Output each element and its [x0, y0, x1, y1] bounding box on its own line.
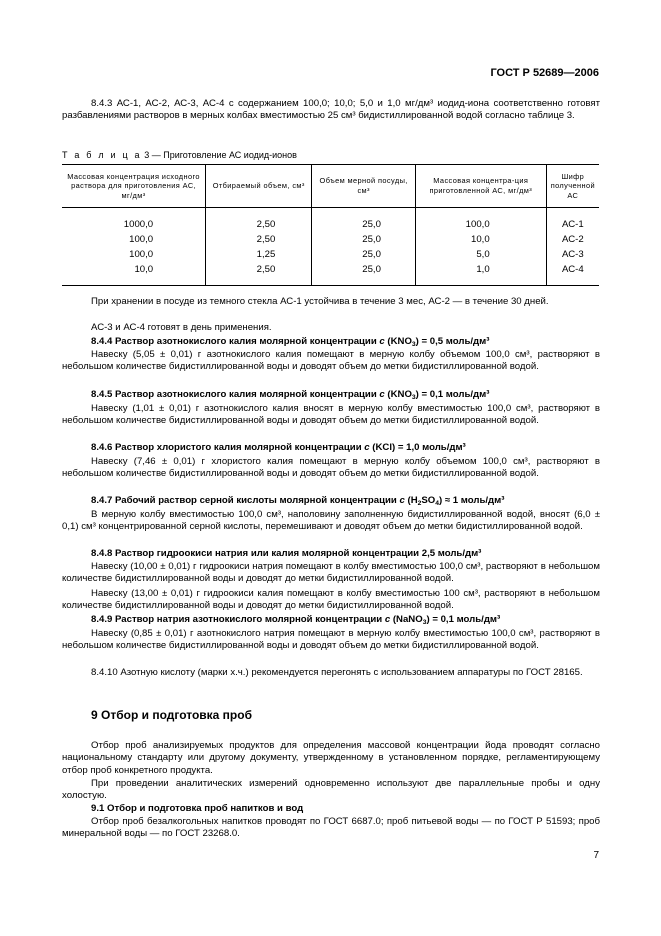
heading-text: SO: [421, 495, 436, 506]
heading-text: 8.4.9 Раствор натрия азотнокислого молярной концентрации: [91, 614, 385, 625]
heading-subscript: 3: [411, 341, 416, 348]
table-cell: 100,0: [62, 232, 206, 247]
heading-subscript: 3: [422, 619, 427, 626]
standard-code: ГОСТ Р 52689—2006: [490, 67, 599, 79]
heading-symbol: c: [399, 495, 405, 506]
heading-subscript: 2: [417, 500, 422, 507]
paragraph-8-4-8-sodium: Навеску (10,00 ± 0,01) г гидроокиси натрия помещают в колбу вместимостью 100,0 см³, растворяют в небольшом количестве бидистиллированной воды и доводят до метки бидистиллированной водой.: [62, 561, 600, 585]
preparation-table: [62, 164, 599, 286]
table-cell: 25,0: [312, 262, 416, 286]
table-cell: 1,25: [206, 247, 312, 262]
heading-8-4-7: [62, 495, 600, 507]
paragraph-8-4-5: Навеску (1,01 ± 0,01) г азотнокислого калия вносят в мерную колбу вместимостью 100,0 см³, растворяют в небольшом количестве бидистиллированной воды и доводят объем до метки бидистиллированной водой.: [62, 403, 600, 427]
heading-9-1: 9.1 Отбор и подготовка проб напитков и вод: [91, 803, 304, 814]
table-cell: АС-4: [546, 262, 599, 286]
heading-text: 8.4.4 Раствор азотнокислого калия молярной концентрации: [91, 336, 380, 347]
heading-subscript: 4: [435, 500, 439, 507]
table-cell: 100,0: [62, 247, 206, 262]
heading-text: ) = 0,1 моль/дм³: [426, 614, 501, 625]
heading-text: 8.4.7 Рабочий раствор серной кислоты молярной концентрации: [91, 495, 400, 506]
page-number: 7: [593, 850, 599, 861]
table-cell: 25,0: [312, 208, 416, 233]
paragraph-8-4-10: 8.4.10 Азотную кислоту (марки х.ч.) рекомендуется перегонять с использованием аппаратуры по ГОСТ 28165.: [91, 667, 583, 678]
paragraph-8-4-8-potassium: Навеску (13,00 ± 0,01) г гидроокиси калия помещают в колбу вместимостью 100 см³, растворяют в небольшом количестве бидистиллированной воды и доводят до метки бидистиллированной водой.: [62, 588, 600, 612]
table-row: [62, 247, 599, 262]
heading-text: (NaNO: [390, 614, 423, 625]
table-caption: [62, 150, 297, 160]
table-header-cell: Шифр полученной АС: [546, 165, 599, 208]
table-row: [62, 262, 599, 286]
heading-text: 8.4.6 Раствор хлористого калия молярной концентрации: [91, 442, 365, 453]
heading-text: 8.4.5 Раствор азотнокислого калия молярной концентрации: [91, 389, 380, 400]
paragraph-8-4-6: Навеску (7,46 ± 0,01) г хлористого калия помещают в мерную колбу объемом 100,0 см³, растворяют в небольшом количестве бидистиллированной воды и доводят объем до метки бидистиллированной водой.: [62, 456, 600, 480]
table-header-cell: Массовая концентра-ция приготовленной АС, мг/дм³: [415, 165, 546, 208]
heading-symbol: c: [379, 389, 385, 400]
heading-text: (KNO: [384, 389, 412, 400]
heading-text: ) = 0,1 моль/дм³: [415, 389, 490, 400]
table-caption-prefix: Т а б л и ц а: [62, 150, 142, 160]
table-cell: 100,0: [415, 208, 546, 233]
paragraph-9-1: Отбор проб безалкогольных напитков проводят по ГОСТ 6687.0; проб питьевой воды — по ГОСТ Р 51593; проб минеральной воды — по ГОСТ 23268.0.: [62, 816, 600, 840]
heading-8-4-4: [62, 336, 600, 348]
paragraph-8-4-9: Навеску (0,85 ± 0,01) г азотнокислого натрия помещают в мерную колбу вместимостью 100,0 см³, растворяют в небольшом количестве бидистиллированной воды и доводят объем до метки бидистиллированной водой.: [62, 628, 600, 652]
paragraph-9-sampling: Отбор проб анализируемых продуктов для определения массовой концентрации йода проводят согласно национальному стандарту или другому документу, утвержденному в установленном порядке, регламентирующему отбор проб конкретного продукта.: [62, 740, 600, 776]
heading-8-4-8: 8.4.8 Раствор гидроокиси натрия или калия молярной концентрации 2,5 моль/дм³: [91, 548, 482, 559]
table-cell: 2,50: [206, 208, 312, 233]
heading-symbol: c: [384, 614, 391, 625]
table-cell: АС-2: [546, 232, 599, 247]
table-cell: 25,0: [312, 232, 416, 247]
heading-symbol: c: [364, 442, 370, 453]
table-cell: 10,0: [62, 262, 206, 286]
table-cell: 5,0: [415, 247, 546, 262]
heading-8-4-9: [62, 614, 600, 626]
table-cell: 1000,0: [62, 208, 206, 233]
paragraph-8-4-7: В мерную колбу вместимостью 100,0 см³, наполовину заполненную бидистиллированной водой, вносят (6,0 ± 0,1) см³ концентрированной серной кислоты, перемешивают и доводят объем до метки бидистиллированной водой.: [62, 509, 600, 533]
table-cell: 2,50: [206, 262, 312, 286]
heading-subscript: 3: [411, 394, 416, 401]
table-cell: 25,0: [312, 247, 416, 262]
storage-note-2: АС-3 и АС-4 готовят в день применения.: [91, 322, 272, 333]
heading-text: ) ≈ 1 моль/дм³: [439, 495, 505, 506]
table-cell: 10,0: [415, 232, 546, 247]
table-cell: АС-3: [546, 247, 599, 262]
table-header-cell: Объем мерной посуды, см³: [312, 165, 416, 208]
table-row: [62, 208, 599, 233]
table-cell: 1,0: [415, 262, 546, 286]
table-row: [62, 232, 599, 247]
heading-text: (H: [404, 495, 418, 506]
table-header-row: [62, 165, 599, 208]
storage-note: При хранении в посуде из темного стекла АС-1 устойчива в течение 3 мес, АС-2 — в течение 30 дней.: [91, 296, 549, 307]
table-caption-text: 3 — Приготовление АС иодид-ионов: [144, 150, 297, 160]
paragraph-8-4-4: Навеску (5,05 ± 0,01) г азотнокислого калия помещают в мерную колбу объемом 100,0 см³, растворяют в небольшом количестве бидистиллированной воды и доводят объем до метки бидистиллированной водой.: [62, 349, 600, 373]
table-cell: 2,50: [206, 232, 312, 247]
paragraph-9-parallel-samples: При проведении аналитических измерений одновременно используют две параллельные пробы и одну холостую.: [62, 778, 600, 802]
table-header-cell: Массовая концентрация исходного раствора для приготовления АС, мг/дм³: [62, 165, 206, 208]
paragraph-8-4-3: 8.4.3 АС-1, АС-2, АС-3, АС-4 с содержанием 100,0; 10,0; 5,0 и 1,0 мг/дм³ иодид-иона соответственно готовят разбавлениями растворов в мерных колбах вместимостью 25 см³ бидистиллированной водой согласно таблице 3.: [62, 98, 600, 122]
table-header-cell: Отбираемый объем, см³: [206, 165, 312, 208]
heading-text: ) = 0,5 моль/дм³: [415, 336, 490, 347]
heading-text: (KCl) = 1,0 моль/дм³: [369, 442, 466, 453]
section-9-title: 9 Отбор и подготовка проб: [91, 708, 253, 722]
heading-8-4-5: [62, 389, 600, 401]
heading-symbol: c: [379, 336, 385, 347]
heading-8-4-6: [62, 442, 600, 454]
heading-text: (KNO: [384, 336, 412, 347]
table-cell: АС-1: [546, 208, 599, 233]
